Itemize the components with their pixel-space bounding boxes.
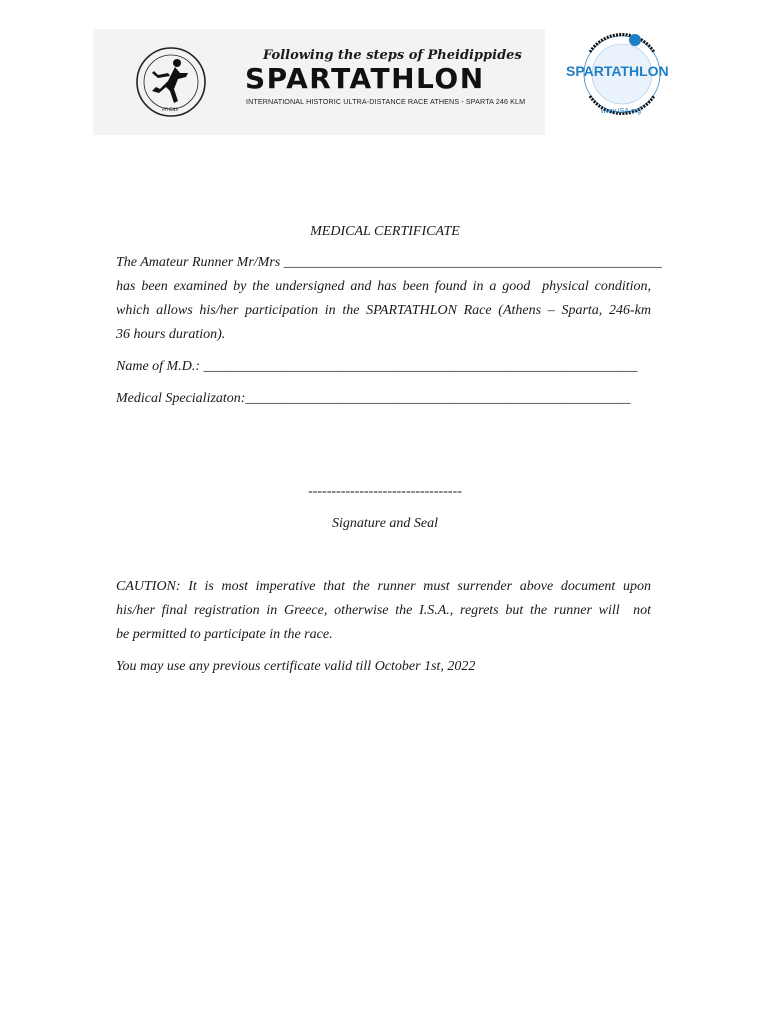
runner-name-line: The Amateur Runner Mr/Mrs ______________________________________________________ — [116, 255, 662, 270]
header-tagline: Following the steps of Pheidippides — [263, 48, 522, 63]
md-name-line: Name of M.D.: ______________________________________________________________ — [116, 359, 638, 374]
document-title: MEDICAL CERTIFICATE — [310, 224, 460, 239]
caution-line-1: CAUTION: It is most imperative that the runner must surrender above document upon — [116, 579, 651, 594]
signature-label: Signature and Seal — [331, 516, 439, 531]
caution-line-3: be permitted to participate in the race. — [116, 627, 333, 642]
svg-text:ATHENS: ATHENS — [162, 107, 178, 112]
header-subline: INTERNATIONAL HISTORIC ULTRA-DISTANCE RACE ATHENS - SPARTA 246 KLM — [246, 97, 526, 106]
validity-note: You may use any previous certificate valid till October 1st, 2022 — [116, 659, 476, 674]
spartathlon-wordmark: SPARTATHLON — [245, 62, 485, 95]
isa-url: www.ISA.org — [601, 108, 642, 115]
body-line-3: 36 hours duration). — [116, 327, 226, 342]
isa-wordmark: SPARTATHLON — [566, 63, 669, 79]
body-line-2: which allows his/her participation in the SPARTATHLON Race (Athens – Sparta, 246-km — [116, 303, 651, 318]
signature-dashes: --------------------------------- — [308, 484, 462, 499]
runner-seal-logo — [132, 45, 210, 119]
specialization-line: Medical Specializaton:_______________________________________________________ — [116, 391, 631, 406]
body-line-1: has been examined by the undersigned and has been found in a good physical condition, — [116, 279, 651, 294]
caution-line-2: his/her final registration in Greece, otherwise the I.S.A., regrets but the runner will not — [116, 603, 651, 618]
